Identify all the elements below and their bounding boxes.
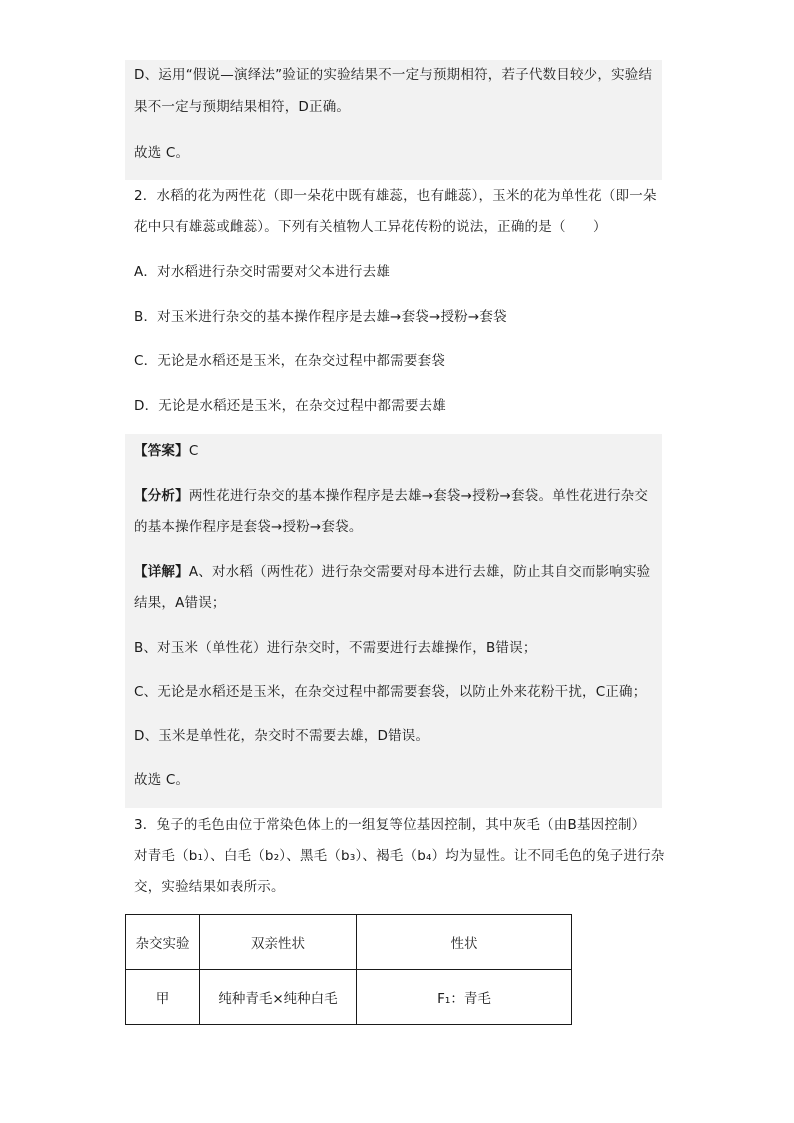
q1-option-d-explanation-line1: D、运用“假说—演绎法”验证的实验结果不一定与预期相符，若子代数目较少，实验结 (134, 67, 653, 83)
q2-analysis-line2: 的基本操作程序是套袋→授粉→套袋。 (134, 519, 363, 535)
q3-stem-line2: 对青毛（b₁）、白毛（b₂）、黑毛（b₃）、褐毛（b₄）均为显性。让不同毛色的兔子进行杂 (134, 848, 665, 864)
q2-detail-d: D、玉米是单性花，杂交时不需要去雄，D错误。 (134, 728, 430, 744)
table-cell: 纯种青毛×纯种白毛 (200, 970, 357, 1025)
q2-option-a: A．对水稻进行杂交时需要对父本进行去雄 (134, 264, 391, 280)
q2-stem-line2: 花中只有雄蕊或雌蕊）。下列有关植物人工异花传粉的说法，正确的是（ ） (134, 219, 607, 235)
analysis-label: 【分析】 (134, 488, 189, 504)
q2-analysis-line1 (134, 487, 648, 505)
q3-results-table (125, 914, 572, 1025)
q2-option-d: D．无论是水稻还是玉米，在杂交过程中都需要去雄 (134, 398, 446, 414)
detail-text: A、对水稻（两性花）进行杂交需要对母本进行去雄，防止其自交而影响实验 (188, 564, 651, 580)
answer-label: 【答案】 (134, 443, 189, 459)
q2-option-b: B．对玉米进行杂交的基本操作程序是去雄→套袋→授粉→套袋 (134, 309, 507, 325)
q1-choose: 故选 C。 (134, 145, 190, 161)
q2-detail-line2: 结果，A错误； (134, 595, 226, 611)
q3-stem-line3: 交，实验结果如表所示。 (134, 879, 285, 895)
table-cell: 甲 (126, 970, 200, 1025)
table-header-cell: 杂交实验 (126, 915, 200, 970)
q2-stem-line1: 2．水稻的花为两性花（即一朵花中既有雄蕊，也有雌蕊），玉米的花为单性花（即一朵 (134, 188, 657, 204)
q2-detail-b: B、对玉米（单性花）进行杂交时，不需要进行去雄操作，B错误； (134, 640, 537, 656)
detail-label: 【详解】 (134, 564, 189, 580)
q2-choose: 故选 C。 (134, 772, 190, 788)
q2-detail-line1 (134, 563, 650, 581)
analysis-text: 两性花进行杂交的基本操作程序是去雄→套袋→授粉→套袋。单性花进行杂交 (188, 488, 649, 504)
table-header-cell: 性状 (357, 915, 572, 970)
table-header-cell: 双亲性状 (200, 915, 357, 970)
q2-option-c: C．无论是水稻还是玉米，在杂交过程中都需要套袋 (134, 353, 446, 369)
table-cell: F₁：青毛 (357, 970, 572, 1025)
q1-option-d-explanation-line2: 果不一定与预期结果相符，D正确。 (134, 99, 351, 115)
answer-value: C (188, 443, 199, 459)
table-header-row (126, 915, 572, 970)
q2-detail-c: C、无论是水稻还是玉米，在杂交过程中都需要套袋，以防止外来花粉干扰，C正确； (134, 684, 647, 700)
q2-answer (134, 442, 198, 460)
table-row (126, 970, 572, 1025)
q3-stem-line1: 3．兔子的毛色由位于常染色体上的一组复等位基因控制，其中灰毛（由B基因控制） (134, 817, 646, 833)
